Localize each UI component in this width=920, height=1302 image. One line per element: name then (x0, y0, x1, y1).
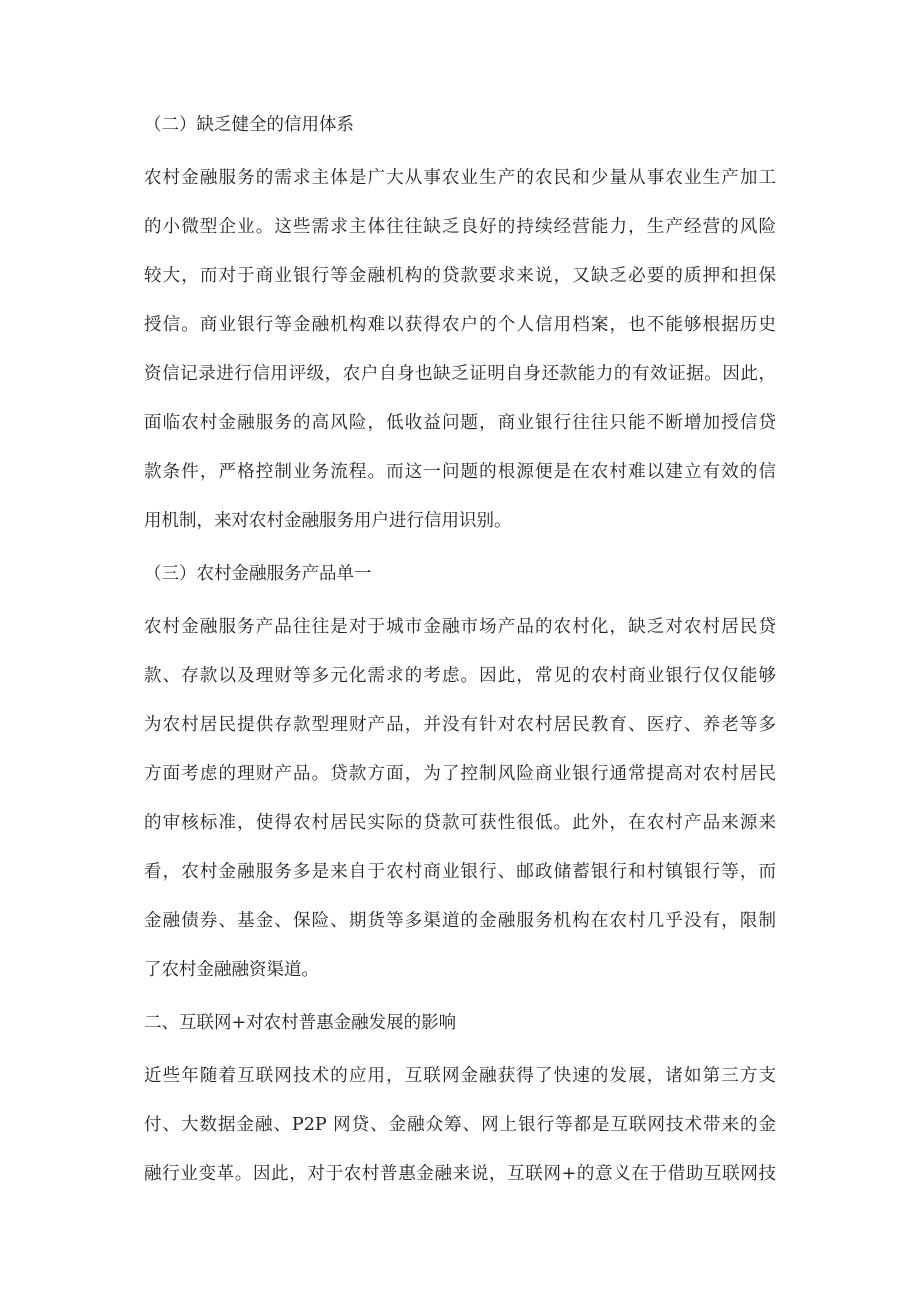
paragraph-line: 近些年随着互联网技术的应用，互联网金融获得了快速的发展，诸如第三方支 (144, 1066, 776, 1086)
paragraph-line: 付、大数据金融、P2P 网贷、金融众筹、网上银行等都是互联网技术带来的金 (144, 1115, 776, 1135)
part-heading-internet-impact: 二、互联网+对农村普惠金融发展的影响 (144, 1013, 457, 1033)
section-heading-products: （三）农村金融服务产品单一 (144, 564, 372, 584)
paragraph-line: 款、存款以及理财等多元化需求的考虑。因此，常见的农村商业银行仅仅能够 (144, 666, 776, 686)
paragraph-line: 用机制，来对农村金融服务用户进行信用识别。 (144, 511, 512, 531)
paragraph-line: 为农村居民提供存款型理财产品，并没有针对农村居民教育、医疗、养老等多 (144, 715, 776, 735)
paragraph-line: 方面考虑的理财产品。贷款方面，为了控制风险商业银行通常提高对农村居民 (144, 764, 776, 784)
paragraph-line: 较大，而对于商业银行等金融机构的贷款要求来说，又缺乏必要的质押和担保 (144, 266, 776, 286)
paragraph-line: 的小微型企业。这些需求主体往往缺乏良好的持续经营能力，生产经营的风险 (144, 217, 776, 237)
paragraph-line: 农村金融服务产品往往是对于城市金融市场产品的农村化，缺乏对农村居民贷 (144, 617, 776, 637)
paragraph-line: 面临农村金融服务的高风险，低收益问题，商业银行往往只能不断增加授信贷 (144, 413, 776, 433)
paragraph-line: 看，农村金融服务多是来自于农村商业银行、邮政储蓄银行和村镇银行等，而 (144, 862, 776, 882)
paragraph-line: 金融债券、基金、保险、期货等多渠道的金融服务机构在农村几乎没有，限制 (144, 911, 776, 931)
paragraph-line: 的审核标准，使得农村居民实际的贷款可获性很低。此外，在农村产品来源来 (144, 813, 776, 833)
paragraph-line: 授信。商业银行等金融机构难以获得农户的个人信用档案，也不能够根据历史 (144, 315, 776, 335)
section-heading-credit-system: （二）缺乏健全的信用体系 (144, 115, 354, 135)
paragraph-line: 了农村金融融资渠道。 (144, 960, 319, 980)
paragraph-line: 资信记录进行信用评级，农户自身也缺乏证明自身还款能力的有效证据。因此， (144, 364, 776, 384)
paragraph-line: 款条件，严格控制业务流程。而这一问题的根源便是在农村难以建立有效的信 (144, 462, 776, 482)
paragraph-line: 农村金融服务的需求主体是广大从事农业生产的农民和少量从事农业生产加工 (144, 168, 776, 188)
paragraph-line: 融行业变革。因此，对于农村普惠金融来说，互联网+的意义在于借助互联网技 (144, 1164, 776, 1184)
